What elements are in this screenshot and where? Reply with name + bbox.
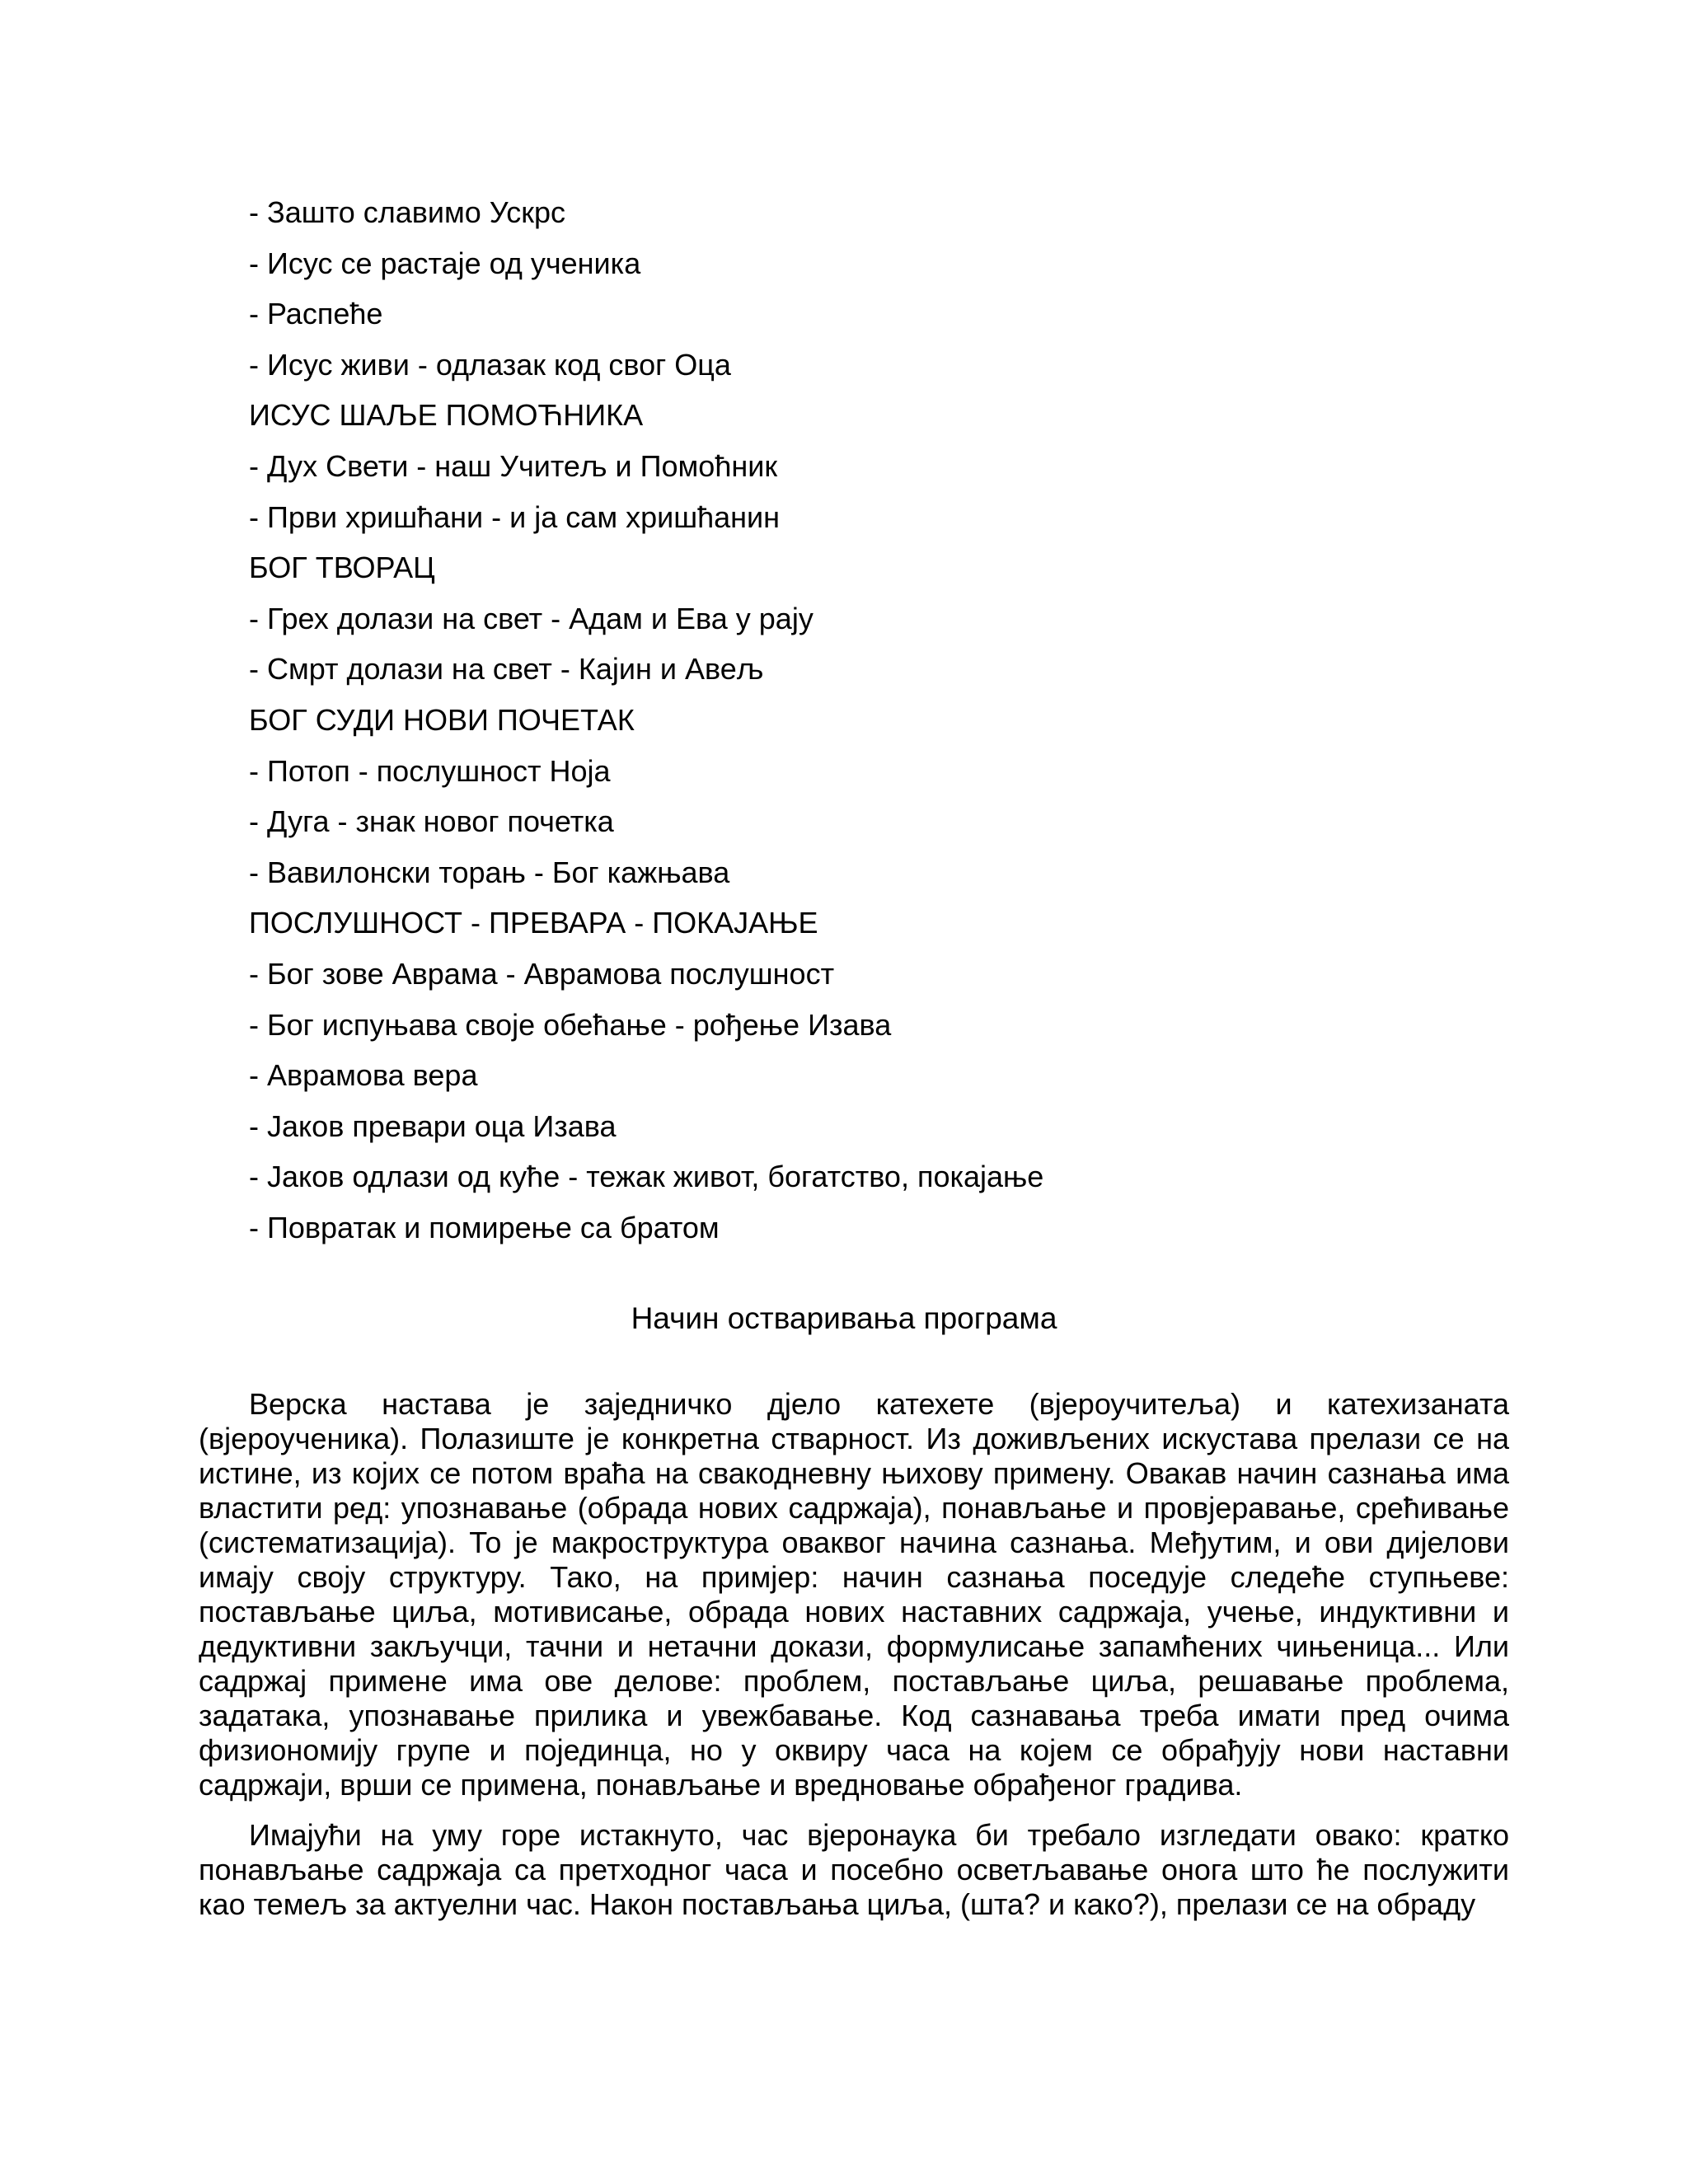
list-heading: ПОСЛУШНОСТ - ПРЕВАРА - ПОКАЈАЊЕ (249, 906, 818, 940)
list-item: - Бог испуњава своје обећање - рођење Изава (249, 1007, 892, 1042)
list-item: - Грех долази на свет - Адам и Ева у рају (249, 601, 814, 635)
body-paragraph: Верска настава је заједничко дјело катехете (вјероучитеља) и катехизаната (вјероученика). Полазиште је конкретна стварност. Из доживљених искустава прелази се на истине, из којих се потом враћа на свакодневну њихову примену. Овакав начин сазнања има властити ред: упознавање (обрада нових садржаја), понављање и провјеравање, срећивање (систематизација). То је макроструктура оваквог начина сазнања. Међутим, и ови дијелови имају своју структуру. Тако, на примјер: начин сазнања поседује следеће ступњеве: постављање циља, мотивисање, обрада нових наставних садржаја, учење, индуктивни и дедуктивни закључци, тачни и нетачни докази, формулисање запамћених чињеница... Или садржај примене има ове делове: проблем, постављање циља, решавање проблема, задатака, упознавање прилика и увежбавање. Код сазнавања треба имати пред очима физиономију групе и појединца, но у оквиру часа на којем се обрађују нови наставни садржаји, врши се примена, понављање и вредновање обрађеног градива. (199, 1387, 1509, 1802)
list-item: - Дуга - знак новог почетка (249, 804, 614, 839)
list-item: - Аврамова вера (249, 1058, 478, 1093)
curriculum-topic-list (249, 191, 1568, 1257)
body-paragraph: Имајући на уму горе истакнуто, час вјеронаука би требало изгледати овако: кратко понављање садржаја са претходног часа и посебно осветљавање онога што ће послужити као темељ за актуелни час. Након постављања циља, (шта? и како?), прелази се на обраду (199, 1818, 1509, 1921)
list-item: - Вавилонски торањ - Бог кажњава (249, 855, 730, 889)
list-heading: ИСУС ШАЉЕ ПОМОЋНИКА (249, 398, 644, 433)
list-item: - Јаков одлази од куће - тежак живот, богатство, покајање (249, 1160, 1044, 1194)
list-item: - Исус живи - одлазак код свог Оца (249, 347, 731, 382)
list-item: - Зашто славимо Ускрс (249, 195, 566, 229)
section-title: Начин остваривања програма (631, 1301, 1057, 1335)
list-item: - Јаков превари оца Изава (249, 1108, 617, 1143)
list-item: - Распеће (249, 297, 383, 331)
list-heading: БОГ ТВОРАЦ (249, 551, 435, 585)
list-item: - Први хришћани - и ја сам хришћанин (249, 499, 780, 534)
list-heading: БОГ СУДИ НОВИ ПОЧЕТАК (249, 702, 635, 737)
list-item: - Повратак и помирење са братом (249, 1210, 720, 1244)
list-item: - Дух Свети - наш Учитељ и Помоћник (249, 448, 778, 483)
list-item: - Смрт долази на свет - Кајин и Авељ (249, 652, 764, 687)
list-item: - Исус се растаје од ученика (249, 246, 641, 280)
list-item: - Бог зове Аврама - Аврамова послушност (249, 956, 835, 991)
list-item: - Потоп - послушност Ноја (249, 753, 611, 788)
